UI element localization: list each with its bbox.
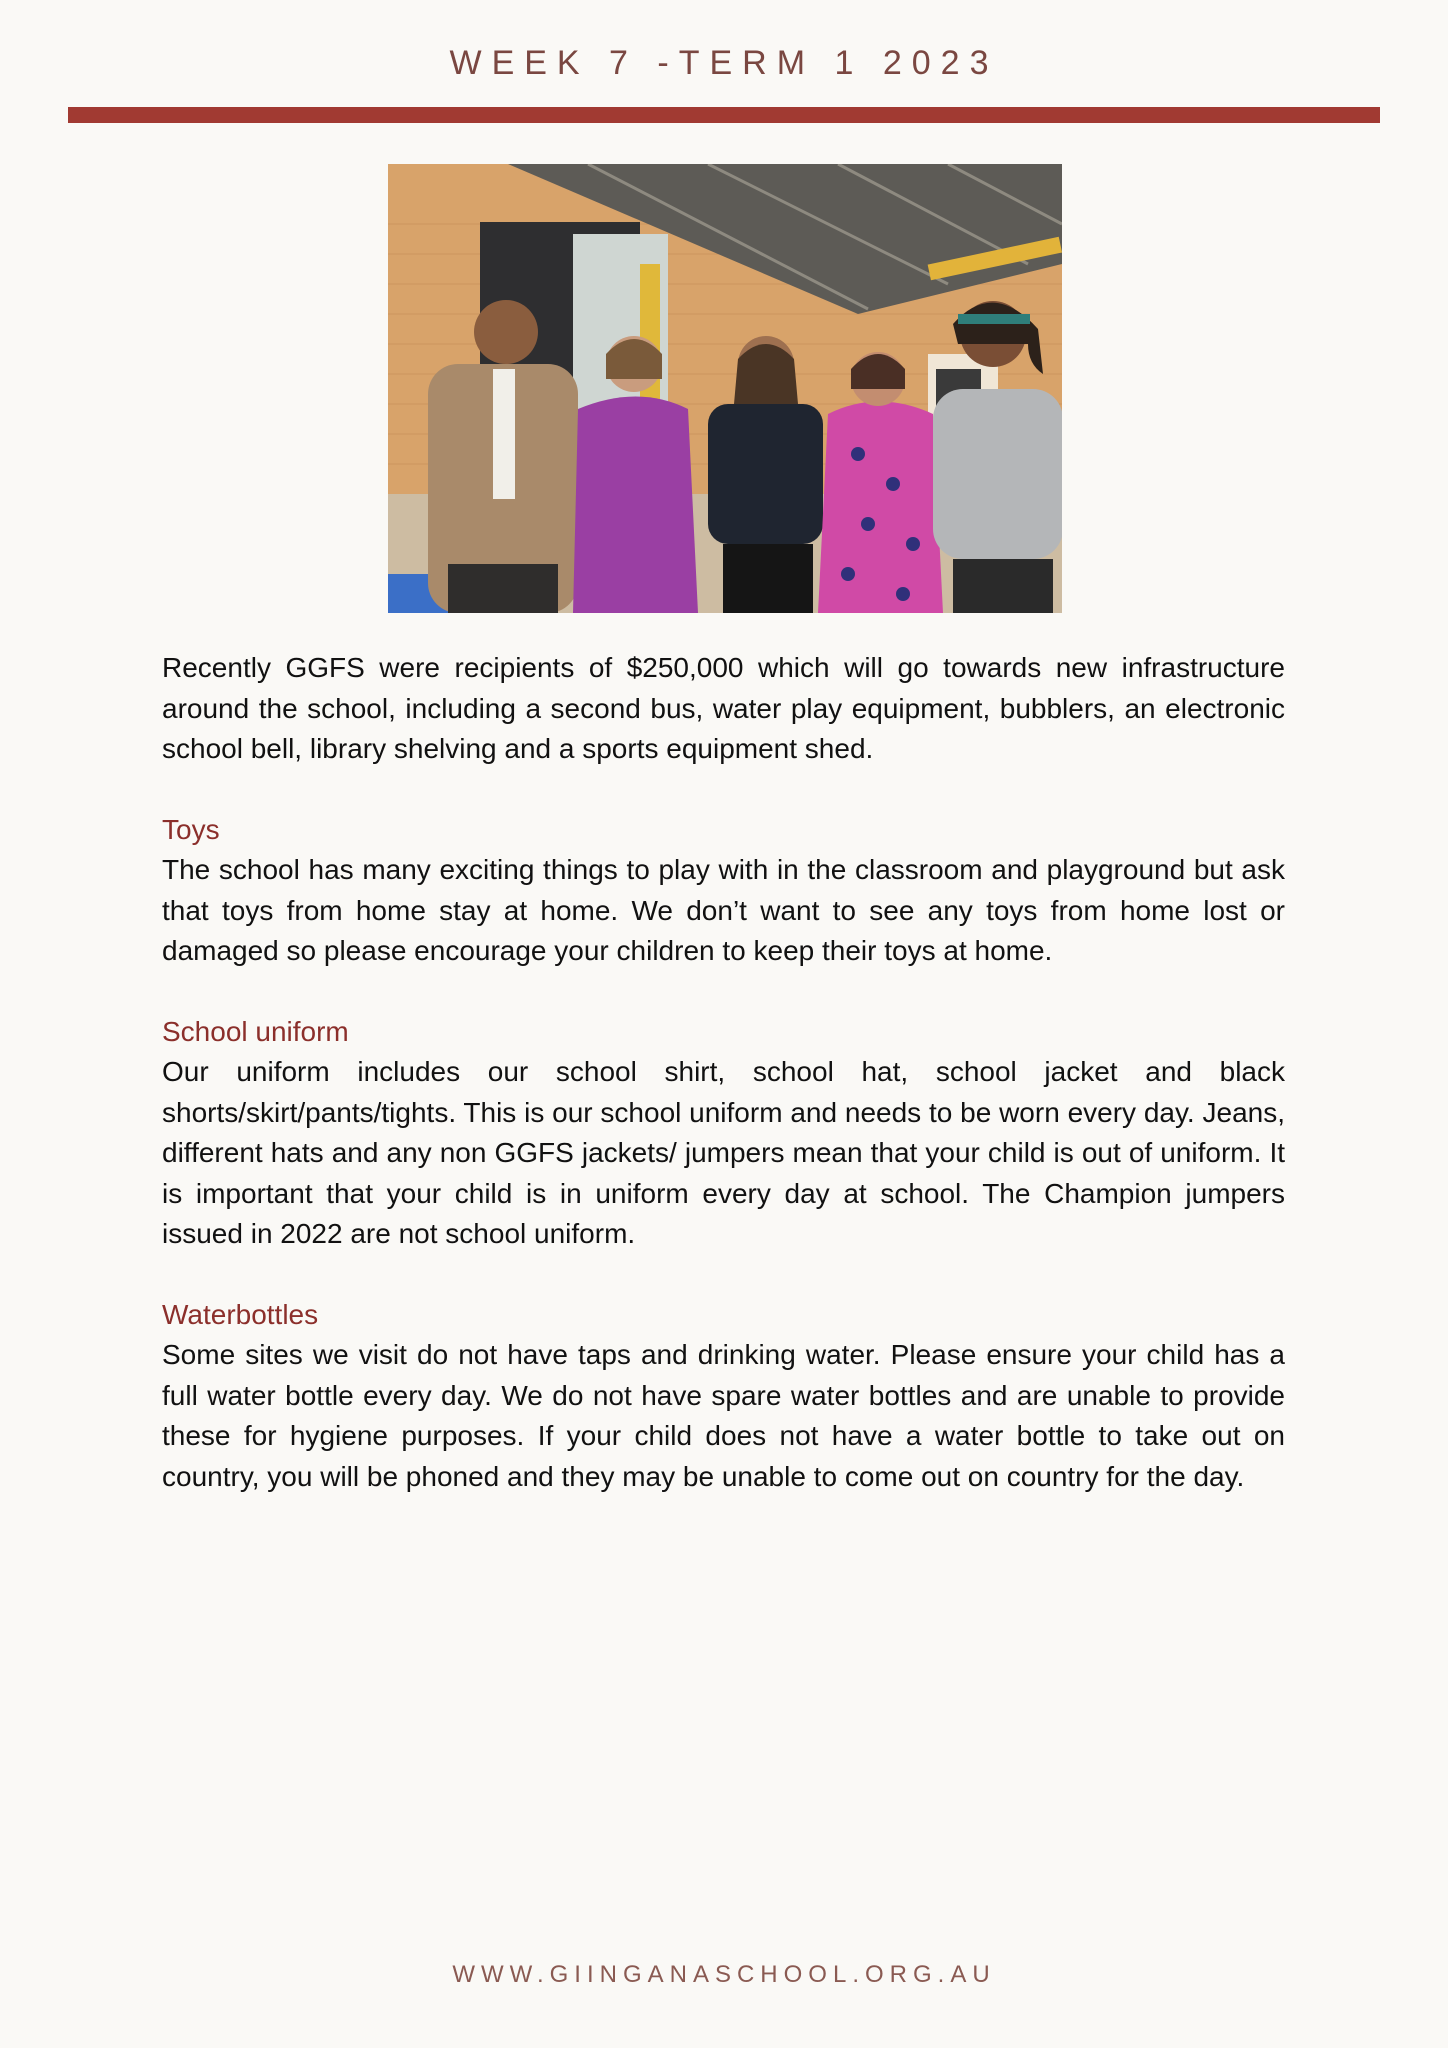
footer-url-link[interactable]: WWW.GIINGANASCHOOL.ORG.AU <box>452 1961 996 1988</box>
uniform-paragraph: Our uniform includes our school shirt, school hat, school jacket and black shorts/skirt/pants/tights. This is our school uniform and needs to be worn every day. Jeans, different hats and any non GGFS jackets/ jumpers mean that your child is out of uniform. It is important that your child is in uniform every day at school. The Champion jumpers issued in 2022 are not school uniform. <box>162 1056 1285 1249</box>
page-title: WEEK 7 -TERM 1 2023 <box>449 44 999 82</box>
toys-paragraph: The school has many exciting things to play with in the classroom and playground but ask that toys from home stay at home. We don’t want to see any toys from home lost or damaged so please encourage your children to keep their toys at home. <box>162 854 1285 966</box>
toys-heading: Toys <box>162 813 220 845</box>
intro-paragraph: Recently GGFS were recipients of $250,000 which will go towards new infrastructure around the school, including a second bus, water play equipment, bubblers, an electronic school bell, library shelving and a sports equipment shed. <box>162 652 1285 764</box>
uniform-heading: School uniform <box>162 1015 349 1047</box>
group-photo-icon <box>388 164 1062 613</box>
waterbottles-paragraph: Some sites we visit do not have taps and drinking water. Please ensure your child has a full water bottle every day. We do not have spare water bottles and are unable to provide these for hygiene purposes. If your child does not have a water bottle to take out on country, you will be phoned and they may be unable to come out on country for the day. <box>162 1339 1285 1492</box>
article-body <box>162 648 1285 1497</box>
group-photo <box>388 164 1062 613</box>
header-divider <box>68 107 1380 123</box>
waterbottles-heading: Waterbottles <box>162 1298 319 1330</box>
